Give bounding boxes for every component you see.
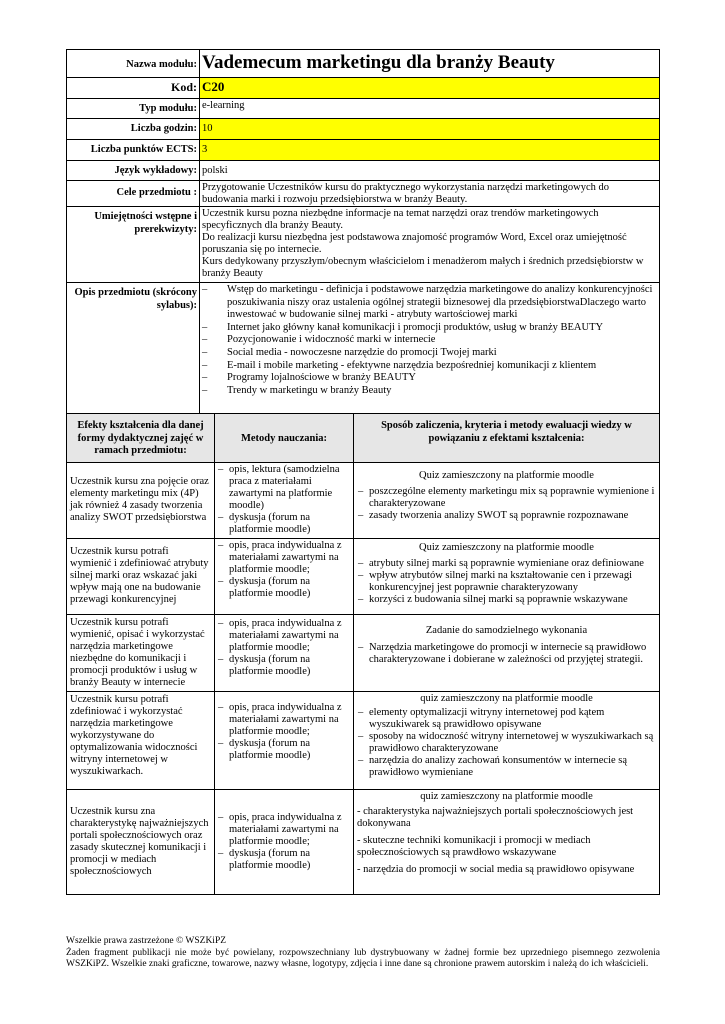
code-label: Kod: (67, 78, 200, 99)
method-item: – opis, praca indywidualna z materiałami zawartymi na platformie moodle; (217, 702, 351, 738)
criteria-title: Zadanie do samodzielnego wykonania (425, 624, 588, 636)
effect-cell: Uczestnik kursu zna pojęcie oraz elementy marketingu mix (4P) jak również 4 zasady tworzenia analizy SWOT przedsiębiorstwa (67, 462, 215, 538)
syllabus-label: Opis przedmiotu (skrócony sylabus): (67, 283, 200, 414)
criteria-cell (354, 691, 660, 789)
skills-text (200, 207, 660, 283)
criteria-title: quiz zamieszczony na platformie moodle (420, 692, 593, 704)
effect-cell: Uczestnik kursu potrafi wymienić i zdefiniować atrybuty silnej marki oraz wskazać jaki wpływ mają one na budowanie przewagi konkurencyjnej (67, 538, 215, 614)
legal-notice: Żaden fragment publikacji nie może być powielany, rozpowszechniany lub dystrybuowany w żadnej formie bez uprzedniego pisemnego zezwolenia WSZKiPZ. Wszelkie znaki graficzne, towarowe, nazwy własne, logotypy, zdjęcia i inne dane są chronione prawem autorskim i należą do ich właścicieli. (66, 947, 660, 969)
methods-cell (215, 691, 354, 789)
criteria-title: Quiz zamieszczony na platformie moodle (419, 541, 594, 553)
ects-label: Liczba punktów ECTS: (67, 140, 200, 161)
skills-line: Uczestnik kursu pozna niezbędne informacje na temat narzędzi oraz trendów marketingowych specyficznych dla branży Beauty. (202, 208, 599, 231)
language-label: Język wykładowy: (67, 161, 200, 181)
footer (66, 936, 660, 971)
method-item: – dyskusja (forum na platformie moodle) (217, 738, 351, 762)
module-code: C20 (200, 78, 660, 99)
criteria-item: – sposoby na widoczność witryny internetowej w wyszukiwarkach są prawidłowo charakteryzowane (357, 731, 656, 755)
criteria-item: – korzyści z budowania silnej marki są poprawnie wskazywane (357, 594, 656, 606)
criteria-item: – wpływ atrybutów silnej marki na kształtowanie cen i przewagi konkurencyjnej jest poprawnie charakteryzowany (357, 570, 656, 594)
methods-cell (215, 462, 354, 538)
syllabus-item: – E-mail i mobile marketing - efektywne narzędzia bezpośredniej komunikacji z klientem (202, 360, 657, 373)
criteria-item: - narzędzia do promocji w social media są prawidłowo opisywane (357, 863, 635, 875)
syllabus-item: – Programy lojalnościowe w branży BEAUTY (202, 372, 657, 385)
effect-cell: Uczestnik kursu potrafi zdefiniować i wykorzystać narzędzia marketingowe wykorzystywane do optymalizowania widoczności witryny internetowej w wyszukiwarkach. (67, 691, 215, 789)
criteria-item: – atrybuty silnej marki są poprawnie wymieniane oraz definiowane (357, 558, 656, 570)
syllabus-item: – Internet jako główny kanał komunikacji i promocji produktów, usług w branży BEAUTY (202, 322, 657, 335)
syllabus-item: – Trendy w marketingu w branży Beauty (202, 385, 657, 398)
methods-cell (215, 789, 354, 894)
methods-header: Metody nauczania: (215, 414, 354, 463)
goals-text: Przygotowanie Uczestników kursu do praktycznego wykorzystania narzędzi marketingowych do budowania marki i rozwoju przedsiębiorstwa w branży Beauty. (200, 181, 660, 207)
methods-cell (215, 538, 354, 614)
table-row (67, 462, 660, 538)
skills-label: Umiejętności wstępne i prerekwizyty: (67, 207, 200, 283)
method-item: – dyskusja (forum na platformie moodle) (217, 848, 351, 872)
effect-cell: Uczestnik kursu zna charakterystykę najważniejszych portali społecznościowych oraz zasady skutecznej komunikacji i promocji w mediach społecznościowych (67, 789, 215, 894)
method-item: – opis, praca indywidualna z materiałami zawartymi na platformie moodle; (217, 618, 351, 654)
module-type: e-learning (200, 99, 660, 119)
module-info-table (66, 49, 660, 414)
criteria-item: - skuteczne techniki komunikacji i promocji w mediach społecznościowych są prawdłowo wskazywane (357, 834, 591, 858)
criteria-cell (354, 789, 660, 894)
goals-label: Cele przedmiotu : (67, 181, 200, 207)
method-item: – dyskusja (forum na platformie moodle) (217, 576, 351, 600)
learning-effects-table (66, 413, 660, 895)
table-row (67, 614, 660, 691)
criteria-title: quiz zamieszczony na platformie moodle (420, 790, 593, 802)
syllabus-item: – Wstęp do marketingu - definicja i podstawowe narzędzia marketingowe do analizy konkurencyjności poszukiwania niszy oraz ustalenia ogólnej strategii biznesowej dla przedsiębiorstwaDlaczego warto inwestować w budowanie silnej marki - atrybuty wartościowej marki (202, 284, 657, 322)
table-row (67, 789, 660, 894)
criteria-item: – elementy optymalizacji witryny internetowej pod kątem wyszukiwarek są prawidłowo opisywane (357, 707, 656, 731)
criteria-cell (354, 538, 660, 614)
effects-header: Efekty kształcenia dla danej formy dydaktycznej zajęć w ramach przedmiotu: (67, 414, 215, 463)
module-name-label: Nazwa modułu: (67, 50, 200, 78)
method-item: – dyskusja (forum na platformie moodle) (217, 512, 351, 536)
module-card (66, 49, 660, 895)
language-value: polski (200, 161, 660, 181)
method-item: – opis, lektura (samodzielna praca z materiałami zawartymi na platformie moodle) (217, 464, 351, 512)
copyright-text: Wszelkie prawa zastrzeżone © WSZKiPZ (66, 936, 227, 946)
hours-label: Liczba godzin: (67, 119, 200, 140)
skills-line: Kurs dedykowany przyszłym/obecnym właścicielom i menadżerom małych i średnich przedsiębiorstw w branży Beauty (202, 256, 644, 279)
effect-cell: Uczestnik kursu potrafi wymienić, opisać i wykorzystać narzędzia marketingowe niezbędne do komunikacji i promocji produktów i usług w branży Beauty w internecie (67, 614, 215, 691)
syllabus-item: – Social media - nowoczesne narzędzie do promocji Twojej marki (202, 347, 657, 360)
skills-line: Do realizacji kursu niezbędna jest podstawowa znajomość programów Word, Excel oraz umiejętność poruszania się po internecie. (202, 232, 627, 255)
criteria-cell (354, 614, 660, 691)
criteria-item: - charakterystyka najważniejszych portali społecznościowych jest dokonywana (357, 805, 634, 829)
criteria-cell (354, 462, 660, 538)
criteria-item: – narzędzia do analizy zachowań konsumentów w internecie są prawidłowo wymieniane (357, 755, 656, 779)
table-row (67, 538, 660, 614)
method-item: – dyskusja (forum na platformie moodle) (217, 654, 351, 678)
method-item: – opis, praca indywidualna z materiałami zawartymi na platformie moodle; (217, 812, 351, 848)
criteria-header: Sposób zaliczenia, kryteria i metody ewaluacji wiedzy w powiązaniu z efektami kształcenia: (354, 414, 660, 463)
syllabus-item: – Pozycjonowanie i widoczność marki w internecie (202, 334, 657, 347)
method-item: – opis, praca indywidualna z materiałami zawartymi na platformie moodle; (217, 540, 351, 576)
hours-value: 10 (200, 119, 660, 140)
ects-value: 3 (200, 140, 660, 161)
methods-cell (215, 614, 354, 691)
table-row (67, 691, 660, 789)
syllabus-list (200, 283, 660, 414)
type-label: Typ modułu: (67, 99, 200, 119)
criteria-item: – Narzędzia marketingowe do promocji w internecie są prawidłowo charakteryzowane i dobierane w zależności od przyjętej strategii. (357, 642, 656, 666)
criteria-item: – poszczególne elementy marketingu mix są poprawnie wymienione i charakteryzowane (357, 486, 656, 510)
criteria-item: – zasady tworzenia analizy SWOT są poprawnie rozpoznawane (357, 510, 656, 522)
module-name: Vademecum marketingu dla branży Beauty (200, 50, 660, 78)
criteria-title: Quiz zamieszczony na platformie moodle (419, 469, 594, 481)
